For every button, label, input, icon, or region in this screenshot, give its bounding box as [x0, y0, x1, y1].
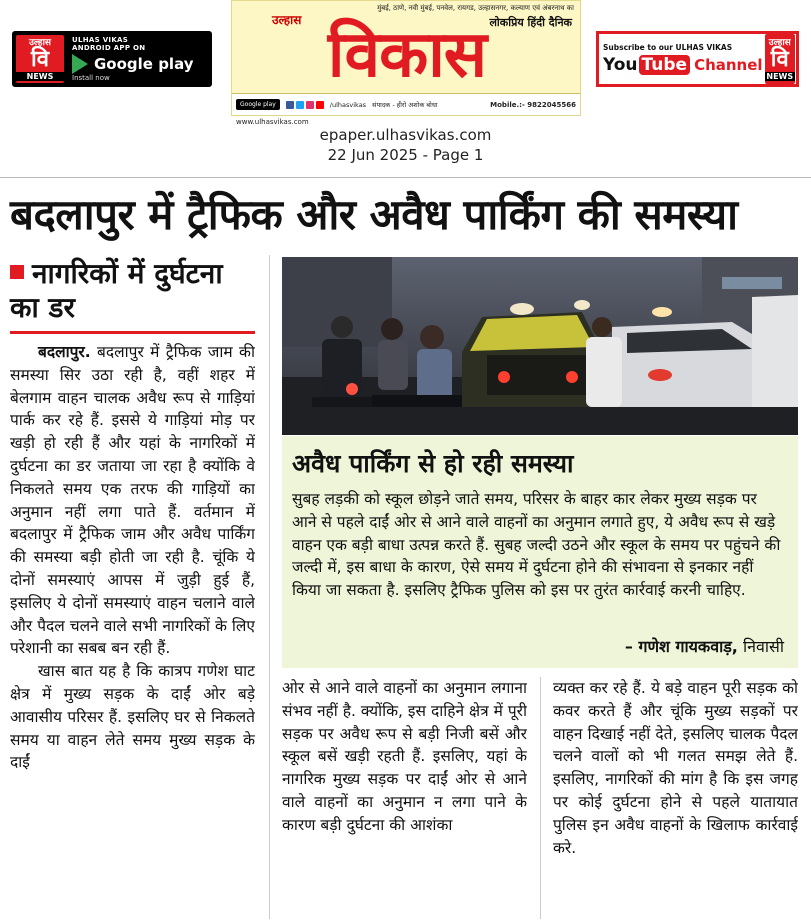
- top-divider: [0, 177, 811, 178]
- youtube-icon[interactable]: [316, 101, 324, 109]
- subscribe-text: [603, 43, 763, 52]
- subheading-underline: [10, 331, 255, 334]
- youtube-channel-badge[interactable]: [596, 31, 799, 87]
- youtube-you: You: [603, 55, 638, 75]
- instagram-icon[interactable]: [306, 101, 314, 109]
- article-para-4: व्यक्त कर रहे हैं. ये बड़े वाहन पूरी सड़क को कवर करते हैं और चूंकि मुख्य सड़कों पर वाहन दिखाई नहीं देते, इसलिए चालक पैदल चलने वालों को भी गलत समझ लेते हैं. इसलिए, नागरिकों की मांग है कि इस जगह पर कोई दुर्घटना होने से पहले यातायात पुलिस इन अवैध वाहनों के खिलाफ कार्रवाई करे.: [553, 679, 798, 857]
- editor-line: संपादक - हीरो अशोक बोधा: [372, 101, 438, 109]
- callout-title: अवैध पार्किंग से हो रही समस्या: [292, 449, 574, 478]
- epaper-date-page: 22 Jun 2025 - Page 1: [327, 146, 484, 164]
- install-now-text: Install now: [72, 74, 110, 82]
- logo-news-text: NEWS: [766, 71, 794, 81]
- youtube-badge-text: [599, 43, 763, 75]
- google-play-mini-badge[interactable]: Google play: [236, 99, 280, 110]
- article-headline: बदलापुर में ट्रैफिक और अवैध पार्किंग की समस्या: [10, 190, 738, 239]
- masthead-cities: मुंबई, ठाणे, नवी मुंबई, पनवेल, रायगड, उल्हासनगर, कल्याण एवं अंबरनाथ का: [377, 4, 574, 12]
- article-column-left: [10, 341, 255, 919]
- google-play-label: Google play: [94, 55, 194, 73]
- subscribe-label: Subscribe to our: [603, 43, 673, 52]
- para-1-text: बदलापुर में ट्रैफिक जाम की समस्या सिर उठा रही है, वहीं शहर में बेलगाम वाहन चालक अवैध रूप से गाड़ियां पार्क कर रहे हैं. इससे ये गाड़ियां मोड़ पर खड़ी हो रही हैं और यहां के नागरिकों में दुर्घटना का डर जताया जा रहा है क्योंकि वे निकलते समय एक तरफ की गाड़ियों का अनुमान नहीं लगा पाते हैं. वर्तमान में बदलापुर में ट्रैफिक जाम और अवैध पार्किंग की समस्या बड़ी होती जा रही है. चूंकि ये दोनों समस्याएं आपस में जुड़ी हुई हैं, इसलिए ये दोनों समस्याएं वाहन चलाने वाले और पैदल चलने वाले सभी नागरिकों के लिए परेशानी का सबब बन रही हैं.: [10, 343, 255, 658]
- red-square-bullet: [10, 265, 24, 279]
- yt-brand: ULHAS VIKAS: [675, 43, 733, 52]
- masthead-website[interactable]: www.ulhasvikas.com: [236, 118, 309, 126]
- article-column-right: [553, 677, 798, 917]
- logo-top-text: उल्हास: [768, 37, 791, 48]
- traffic-photo: [282, 257, 798, 435]
- callout-signature: [625, 635, 784, 659]
- callout-body: सुबह लड़की को स्कूल छोड़ने जाते समय, परिसर के बाहर कार लेकर मुख्य सड़क पर आने से पहले दाईं ओर से आने वाले वाहनों का अनुमान लगाते हुए, ये अवैध रूप से खड़े वाहन एक बड़ी बाधा उत्पन्न करते हैं. सुबह जल्दी उठने और स्कूल के समय पर पहुंचने की जल्दी में, इस बाधा के कारण, ऐसे समय में दुर्घटना होने की संभावना से इनकार नहीं किया जा सकता है. इसलिए ट्रैफिक पुलिस को इस पर तुरंत कार्रवाई करनी चाहिए.: [292, 490, 781, 600]
- logo-news-text: NEWS: [16, 72, 64, 81]
- ulhas-vikas-news-logo: [16, 35, 64, 83]
- masthead-title: विकास: [327, 18, 487, 92]
- column-rule: [540, 677, 541, 919]
- google-play-icon: [72, 54, 88, 74]
- youtube-tube: Tube: [639, 55, 691, 75]
- traffic-illustration: [282, 257, 798, 435]
- article-para-1: [10, 341, 255, 660]
- twitter-icon[interactable]: [296, 101, 304, 109]
- subheading-text: नागरिकों में दुर्घटना का डर: [10, 257, 223, 324]
- android-app-badge[interactable]: [12, 31, 212, 87]
- social-icons: [286, 101, 324, 109]
- logo-letter: वि: [31, 46, 49, 72]
- article-para-2: खास बात यह है कि कात्रप गणेश घाट क्षेत्र में मुख्य सड़क के दाईं ओर बड़े आवासीय परिसर हैं. इसलिए घर से निकलते समय या वाहन लेते समय मुख्य सड़क के दाईं: [10, 662, 255, 772]
- android-app-text: ANDROID APP ON: [72, 44, 146, 52]
- callout-sign-name: – गणेश गायकवाड़,: [624, 637, 738, 656]
- epaper-site[interactable]: epaper.ulhasvikas.com: [319, 126, 492, 144]
- facebook-icon[interactable]: [286, 101, 294, 109]
- article-column-middle: [282, 677, 527, 917]
- app-brand: ULHAS VIKAS: [72, 36, 129, 44]
- app-badge-text: [72, 36, 194, 82]
- quote-callout-box: [282, 436, 798, 668]
- google-play-row: [72, 54, 194, 74]
- column-rule: [269, 255, 270, 919]
- ulhas-vikas-news-logo-right: [765, 34, 795, 84]
- masthead-info-bar: [232, 93, 580, 115]
- masthead: [231, 0, 581, 126]
- logo-letter: वि: [770, 46, 789, 72]
- youtube-channel-word: Channel: [694, 56, 763, 74]
- dateline: बदलापुर.: [38, 343, 91, 361]
- epaper-meta: [0, 125, 811, 165]
- masthead-prefix: उल्हास: [272, 13, 302, 27]
- article-para-3: ओर से आने वाले वाहनों का अनुमान लगाना संभव नहीं है. क्योंकि, इस दाहिने क्षेत्र में पूरी सड़क पर अवैध रूप से बड़ी निजी बसें और स्कूल बसें खड़ी रहती हैं. इसलिए, यहां के नागरिक मुख्य सड़क पर दाईं ओर से आने वाले वाहनों का अनुमान न लगा पाने के कारण बड़ी दुर्घटना की आशंका: [282, 679, 527, 834]
- mobile-number: Mobile.:- 9822045566: [490, 100, 576, 109]
- logo-top-text: उल्हास: [28, 37, 51, 48]
- callout-sign-role: निवासी: [742, 637, 784, 656]
- social-handle: /ulhasvikas: [329, 100, 367, 109]
- youtube-logo-row: [603, 55, 763, 75]
- masthead-tagline: लोकप्रिय हिंदी दैनिक: [489, 16, 572, 29]
- article-subheading: [10, 257, 260, 325]
